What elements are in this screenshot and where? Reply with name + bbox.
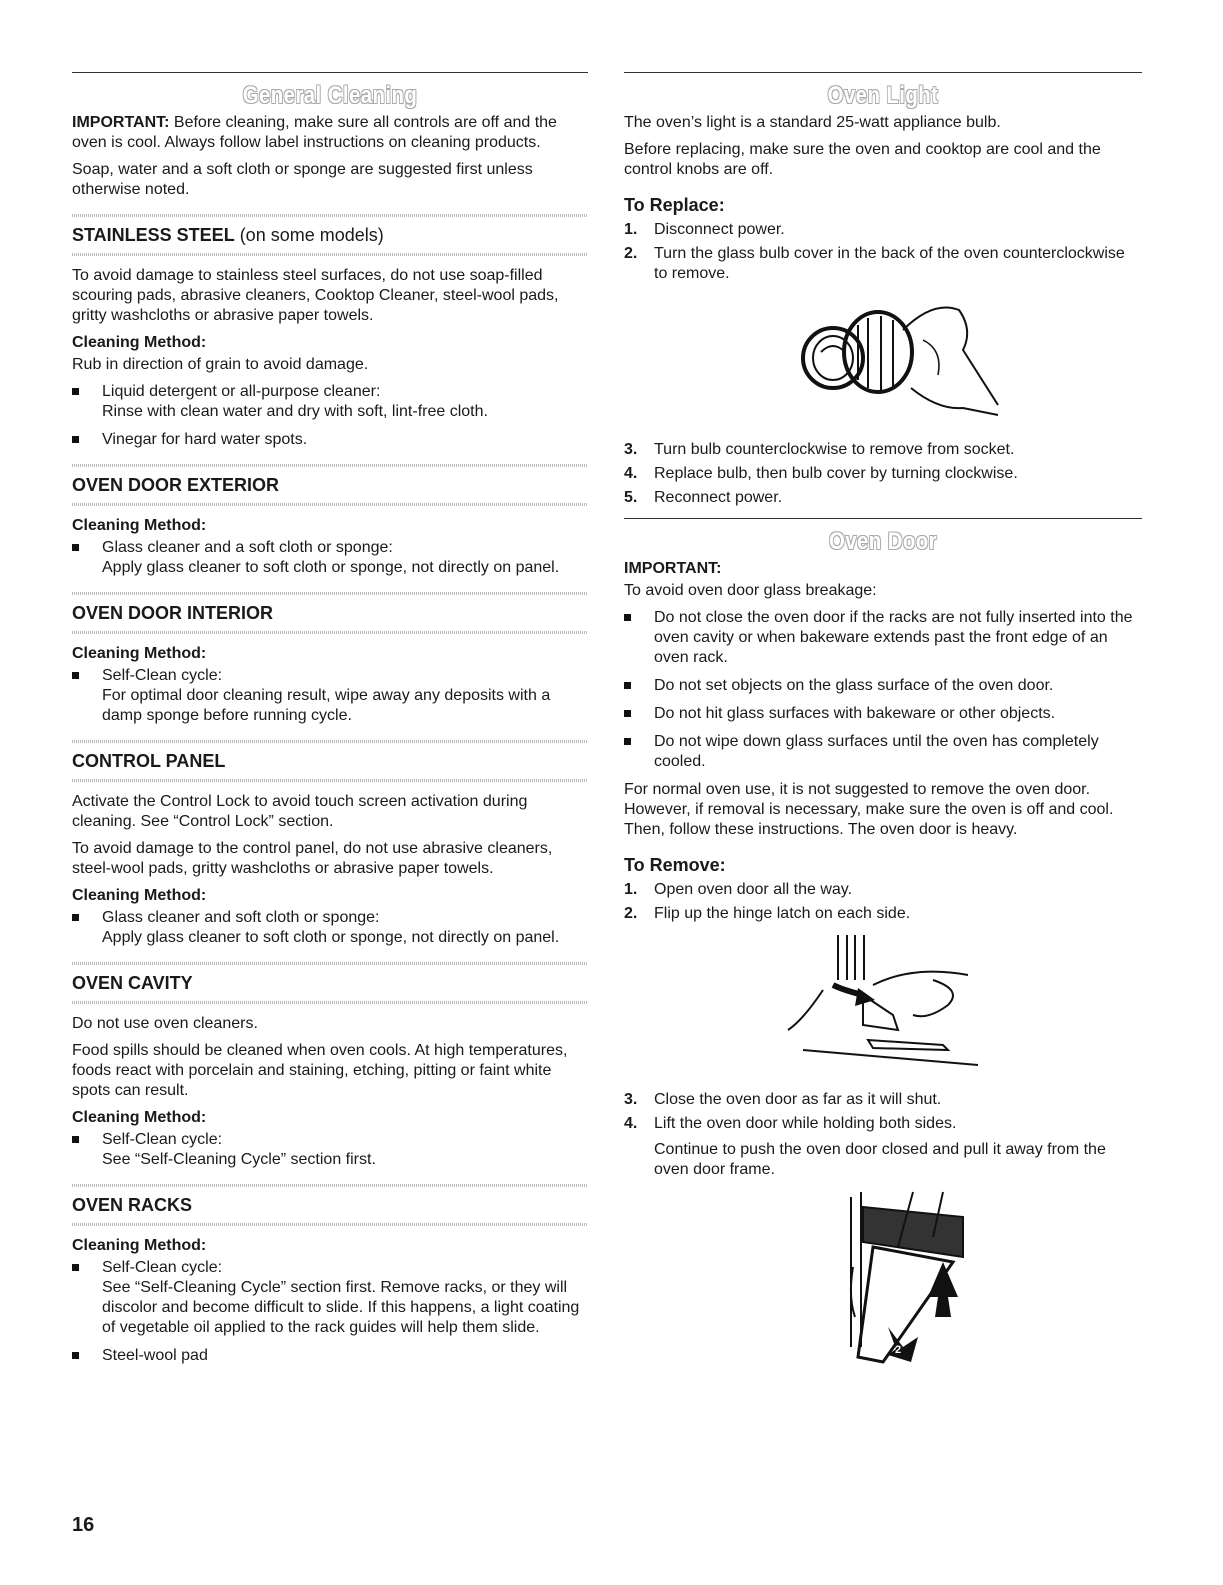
important-paragraph	[72, 113, 588, 153]
important-label: IMPORTANT:	[624, 560, 722, 577]
divider-band	[72, 779, 588, 782]
figure-label-2: 2	[895, 1344, 902, 1356]
paragraph: To avoid oven door glass breakage:	[624, 582, 877, 599]
paragraph: Before replacing, make sure the oven and cooktop are cool and the control knobs are off.	[624, 141, 1101, 178]
list-item-text: See “Self-Cleaning Cycle” section first.	[102, 1151, 376, 1168]
subheading: OVEN DOOR EXTERIOR	[72, 475, 280, 495]
subheading: CONTROL PANEL	[72, 751, 226, 771]
cleaning-method-label: Cleaning Method:	[72, 887, 207, 904]
step-continuation: Continue to push the oven door closed and pull it away from the oven door frame.	[654, 1141, 1106, 1178]
step-number: 3.	[624, 441, 638, 458]
step-number: 3.	[624, 1091, 638, 1108]
step-text: Reconnect power.	[654, 489, 783, 506]
step-number: 1.	[624, 881, 638, 898]
bullet-list	[72, 538, 588, 578]
step-number: 2.	[624, 245, 638, 262]
subheading-text: STAINLESS STEEL	[72, 225, 235, 245]
paragraph: Activate the Control Lock to avoid touch screen activation during cleaning. See “Control Lock” section.	[72, 793, 528, 830]
top-rule	[72, 72, 588, 73]
section-title-oven-light: Oven Light	[827, 82, 939, 109]
bullet-list	[72, 666, 588, 726]
bullet-list	[72, 1130, 588, 1170]
list-item	[72, 538, 588, 578]
list-item-text: Self-Clean cycle:	[102, 1131, 223, 1148]
remove-steps	[624, 880, 1142, 924]
list-item-text: Glass cleaner and soft cloth or sponge:	[102, 909, 380, 926]
list-item-text: Self-Clean cycle:	[102, 667, 223, 684]
intro-paragraph: Soap, water and a soft cloth or sponge are suggested first unless otherwise noted.	[72, 161, 533, 198]
cleaning-method-label: Cleaning Method:	[72, 517, 207, 534]
left-column	[72, 72, 588, 1374]
cleaning-method-label: Cleaning Method:	[72, 1109, 207, 1126]
hinge-latch-illustration	[624, 930, 1142, 1080]
step-item	[624, 904, 1142, 924]
subheading: OVEN CAVITY	[72, 973, 193, 993]
subsection-control-panel	[72, 740, 588, 782]
list-item-text: For optimal door cleaning result, wipe away any deposits with a damp sponge before running cycle.	[102, 687, 551, 724]
page-number: 16	[72, 1514, 95, 1536]
step-number: 5.	[624, 489, 638, 506]
step-text: Replace bulb, then bulb cover by turning clockwise.	[654, 465, 1018, 482]
bullet-list	[72, 382, 588, 450]
step-text: Close the oven door as far as it will shut.	[654, 1091, 942, 1108]
hand-bulb-cover-image	[763, 290, 1003, 430]
list-item-text: Rinse with clean water and dry with soft, lint-free cloth.	[102, 403, 488, 420]
hinge-latch-image	[763, 930, 1003, 1080]
paragraph: Food spills should be cleaned when oven cools. At high temperatures, foods react with porcelain and staining, etching, pitting or faint white spots can result.	[72, 1042, 568, 1099]
list-item	[72, 666, 588, 726]
subheading	[72, 217, 588, 253]
step-number: 4.	[624, 465, 638, 482]
top-rule	[624, 72, 1142, 73]
list-item	[72, 1258, 588, 1338]
figure-label-1: 1	[949, 1298, 956, 1310]
subheading: OVEN DOOR INTERIOR	[72, 603, 274, 623]
list-item: Do not wipe down glass surfaces until the oven has completely cooled.	[624, 732, 1142, 772]
list-item-text: Apply glass cleaner to soft cloth or sponge, not directly on panel.	[102, 929, 560, 946]
list-item	[72, 1130, 588, 1170]
list-item: Do not close the oven door if the racks are not fully inserted into the oven cavity or when bakeware extends past the front edge of an oven rack.	[624, 608, 1142, 668]
important-text: Before cleaning, make sure all controls are off and the oven is cool. Always follow label instructions on cleaning products.	[72, 114, 557, 151]
divider-band	[72, 1223, 588, 1226]
step-item	[624, 880, 1142, 900]
step-item	[624, 488, 1142, 508]
replace-steps-continued	[624, 440, 1142, 508]
list-item: Do not set objects on the glass surface of the oven door.	[624, 676, 1142, 696]
cleaning-method-label: Cleaning Method:	[72, 645, 207, 662]
step-item	[624, 1090, 1142, 1110]
important-label: IMPORTANT:	[72, 114, 170, 131]
paragraph: To avoid damage to stainless steel surfaces, do not use soap-filled scouring pads, abrasive cleaners, Cooktop Cleaner, steel-wool pads, gritty washcloths or abrasive paper towels.	[72, 267, 559, 324]
divider-band	[72, 503, 588, 506]
subheading: OVEN RACKS	[72, 1195, 193, 1215]
bullet-list	[72, 1258, 588, 1366]
step-item	[624, 220, 1142, 240]
list-item-text: Self-Clean cycle:	[102, 1259, 223, 1276]
list-item: Steel-wool pad	[72, 1346, 588, 1366]
bullet-list	[624, 608, 1142, 772]
step-number: 1.	[624, 221, 638, 238]
section-rule	[624, 518, 1142, 519]
paragraph: To avoid damage to the control panel, do not use abrasive cleaners, steel-wool pads, gritty washcloths or abrasive paper towels.	[72, 840, 553, 877]
subsection-stainless-steel	[72, 214, 588, 256]
subsection-oven-door-exterior	[72, 464, 588, 506]
step-item	[624, 244, 1142, 284]
step-text: Open oven door all the way.	[654, 881, 853, 898]
step-number: 4.	[624, 1115, 638, 1132]
step-number: 2.	[624, 905, 638, 922]
paragraph: Rub in direction of grain to avoid damage.	[72, 356, 369, 373]
subsection-oven-cavity	[72, 962, 588, 1004]
step-item	[624, 464, 1142, 484]
list-item: Do not hit glass surfaces with bakeware or other objects.	[624, 704, 1142, 724]
step-item	[624, 440, 1142, 460]
list-item-text: Liquid detergent or all-purpose cleaner:	[102, 383, 381, 400]
subsection-oven-racks	[72, 1184, 588, 1226]
list-item-text: Glass cleaner and a soft cloth or sponge:	[102, 539, 393, 556]
section-title-general-cleaning: General Cleaning	[242, 82, 418, 109]
door-removal-image	[763, 1187, 1003, 1372]
list-item	[72, 382, 588, 422]
replace-steps	[624, 220, 1142, 284]
subsection-oven-door-interior	[72, 592, 588, 634]
divider-band	[72, 631, 588, 634]
divider-band	[72, 1001, 588, 1004]
paragraph: For normal oven use, it is not suggested to remove the oven door. However, if removal is necessary, make sure the oven is off and cool. Then, follow these instructions. The oven door is heavy.	[624, 781, 1114, 838]
step-text: Turn the glass bulb cover in the back of the oven counterclockwise to remove.	[654, 245, 1125, 282]
list-item-text: See “Self-Cleaning Cycle” section first. Remove racks, or they will discolor and become difficult to slide. If this happens, a light coating of vegetable oil applied to the rack guides will help them slide.	[102, 1279, 580, 1336]
subheading-note: (on some models)	[234, 225, 384, 245]
step-text: Turn bulb counterclockwise to remove from socket.	[654, 441, 1015, 458]
divider-band	[72, 253, 588, 256]
step-text: Lift the oven door while holding both sides.	[654, 1115, 957, 1132]
paragraph: The oven’s light is a standard 25-watt appliance bulb.	[624, 114, 1001, 131]
remove-steps-continued	[624, 1090, 1142, 1134]
paragraph: Do not use oven cleaners.	[72, 1015, 258, 1032]
bulb-cover-illustration	[624, 290, 1142, 430]
door-removal-illustration	[624, 1187, 1142, 1372]
to-remove-heading: To Remove:	[624, 855, 726, 875]
list-item: Vinegar for hard water spots.	[72, 430, 588, 450]
right-column	[624, 72, 1142, 1382]
step-text: Disconnect power.	[654, 221, 785, 238]
cleaning-method-label: Cleaning Method:	[72, 334, 207, 351]
section-title-oven-door: Oven Door	[828, 528, 938, 555]
list-item-text: Apply glass cleaner to soft cloth or sponge, not directly on panel.	[102, 559, 560, 576]
to-replace-heading: To Replace:	[624, 195, 725, 215]
cleaning-method-label: Cleaning Method:	[72, 1237, 207, 1254]
bullet-list	[72, 908, 588, 948]
step-item	[624, 1114, 1142, 1134]
list-item	[72, 908, 588, 948]
step-text: Flip up the hinge latch on each side.	[654, 905, 911, 922]
